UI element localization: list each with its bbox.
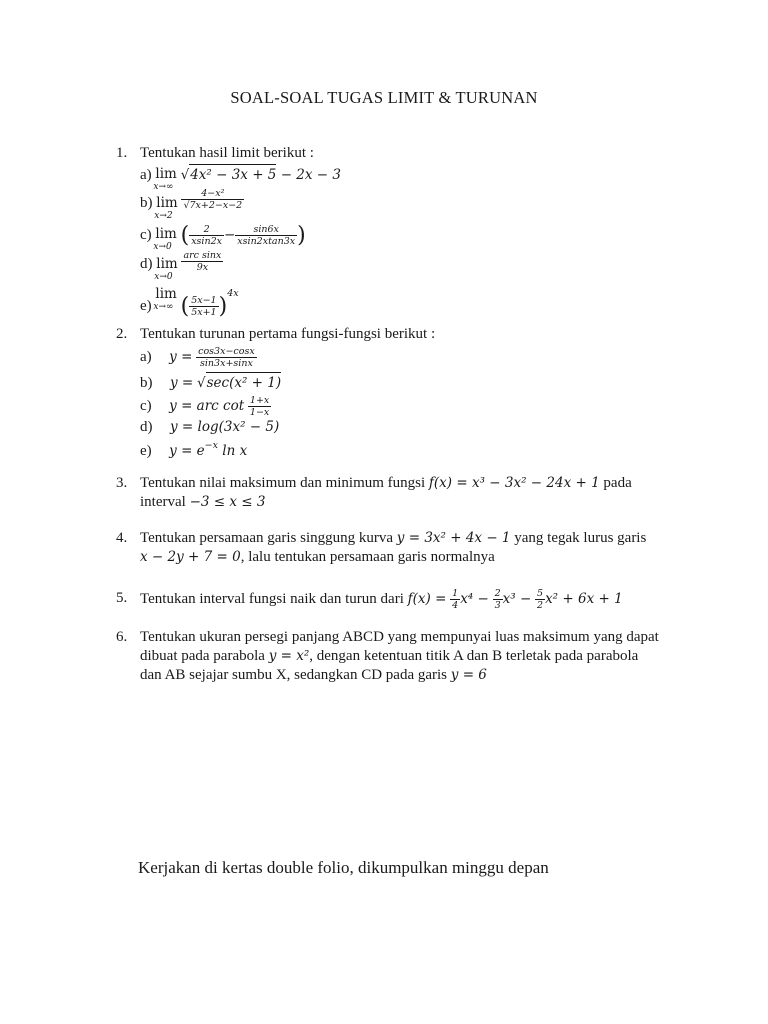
limit-operator: lim x→∞ bbox=[153, 286, 177, 312]
q1-item-d: d) lim x→0 $\frac{\text{arc sinx}}{9x}$ bbox=[140, 250, 222, 282]
question-number: 2. bbox=[116, 326, 128, 342]
fraction: $\frac{\cos 3x-\cos x}{\sin 3x+\sin x}$ bbox=[198, 346, 255, 369]
q6-line-3: dan AB sejajar sumbu X, sedangkan CD pada garis y = 6 bbox=[140, 667, 487, 683]
question-text: Tentukan hasil limit berikut : bbox=[140, 145, 314, 161]
fraction: $\frac{\text{arc sinx}}{9x}$ bbox=[183, 250, 222, 274]
question-text: Tentukan turunan pertama fungsi-fungsi berikut : bbox=[140, 326, 436, 342]
question-number: 1. bbox=[116, 145, 128, 161]
q3-line-2: interval −3 ≤ x ≤ 3 bbox=[140, 494, 266, 510]
q2-item-d: d) y = log(3x² − 5) bbox=[140, 419, 280, 435]
q4-line-2: x − 2y + 7 = 0, lalu tentukan persamaan garis normalnya bbox=[140, 549, 495, 565]
q3-line-1: Tentukan nilai maksimum dan minimum fungsi f(x) = x³ − 3x² − 24x + 1 pada bbox=[140, 475, 632, 491]
fraction: $\frac{1}{4}$ bbox=[452, 588, 459, 611]
q4-line-1: Tentukan persamaan garis singgung kurva y = 3x² + 4x − 1 yang tegak lurus garis bbox=[140, 530, 647, 546]
fraction: $\frac{\sin 6x}{xsin2xtan3x}$ bbox=[237, 224, 296, 247]
q2-item-e: e) $y = e^{-x}$ ln x bbox=[140, 440, 248, 459]
q2-item-c: c) y = arc cot $\frac{1+x}{1-x}$ bbox=[140, 395, 270, 418]
fraction: $\frac{2}{3}$ bbox=[494, 588, 501, 611]
fraction: $\frac{5x-1}{5x+1}$ bbox=[191, 295, 217, 319]
q6-line-1: Tentukan ukuran persegi panjang ABCD yang mempunyai luas maksimum yang dapat bbox=[140, 629, 659, 645]
limit-operator: lim x→0 bbox=[153, 226, 177, 252]
fraction: $\frac{2}{xsin2x}$ bbox=[191, 224, 222, 247]
q1-item-e: e) lim x→∞ ( $\frac{5x-1}{5x+1}$ )$^{4x}$ bbox=[140, 286, 239, 319]
q1-item-a: a) lim x→∞ √4x² − 3x + 5 − 2x − 3 bbox=[140, 166, 341, 192]
q6-line-2: dibuat pada parabola y = x², dengan ketentuan titik A dan B terletak pada parabola bbox=[140, 648, 639, 664]
limit-operator: lim x→∞ bbox=[153, 166, 177, 192]
limit-operator: lim x→2 bbox=[154, 195, 178, 221]
fraction: $\frac{5}{2}$ bbox=[537, 588, 544, 611]
q5-line-1: Tentukan interval fungsi naik dan turun dari f(x) = $\frac{1}{4}$ x⁴ − $\frac{2}{3}$ x³ − $\frac{5}{2}$ x² + 6x + 1 bbox=[140, 588, 623, 611]
question-number: 5. bbox=[116, 590, 128, 606]
page-title: SOAL-SOAL TUGAS LIMIT & TURUNAN bbox=[230, 88, 538, 107]
q2-item-b: b) y = √sec(x² + 1) bbox=[140, 372, 281, 393]
footer-instruction: Kerjakan di kertas double folio, dikumpulkan minggu depan bbox=[138, 858, 549, 877]
limit-operator: lim x→0 bbox=[154, 256, 178, 282]
fraction: $\frac{\text{4−x²}}{√7x+2-x-2}$ bbox=[183, 188, 243, 212]
question-number: 4. bbox=[116, 530, 128, 546]
q1-item-b: b) lim x→2 $\frac{\text{4−x²}}{√7x+2-x-2}$ bbox=[140, 188, 243, 221]
q1-item-c: c) lim x→0 ( $\frac{2}{xsin2x}$ − $\frac{\sin 6x}{xsin2xtan3x}$ ) bbox=[140, 222, 306, 252]
fraction: $\frac{1+x}{1-x}$ bbox=[249, 395, 270, 418]
q2-item-a: a) y = $\frac{\cos 3x-\cos x}{\sin 3x+\sin x}$ bbox=[140, 346, 255, 369]
question-number: 3. bbox=[116, 475, 128, 491]
question-number: 6. bbox=[116, 629, 128, 645]
